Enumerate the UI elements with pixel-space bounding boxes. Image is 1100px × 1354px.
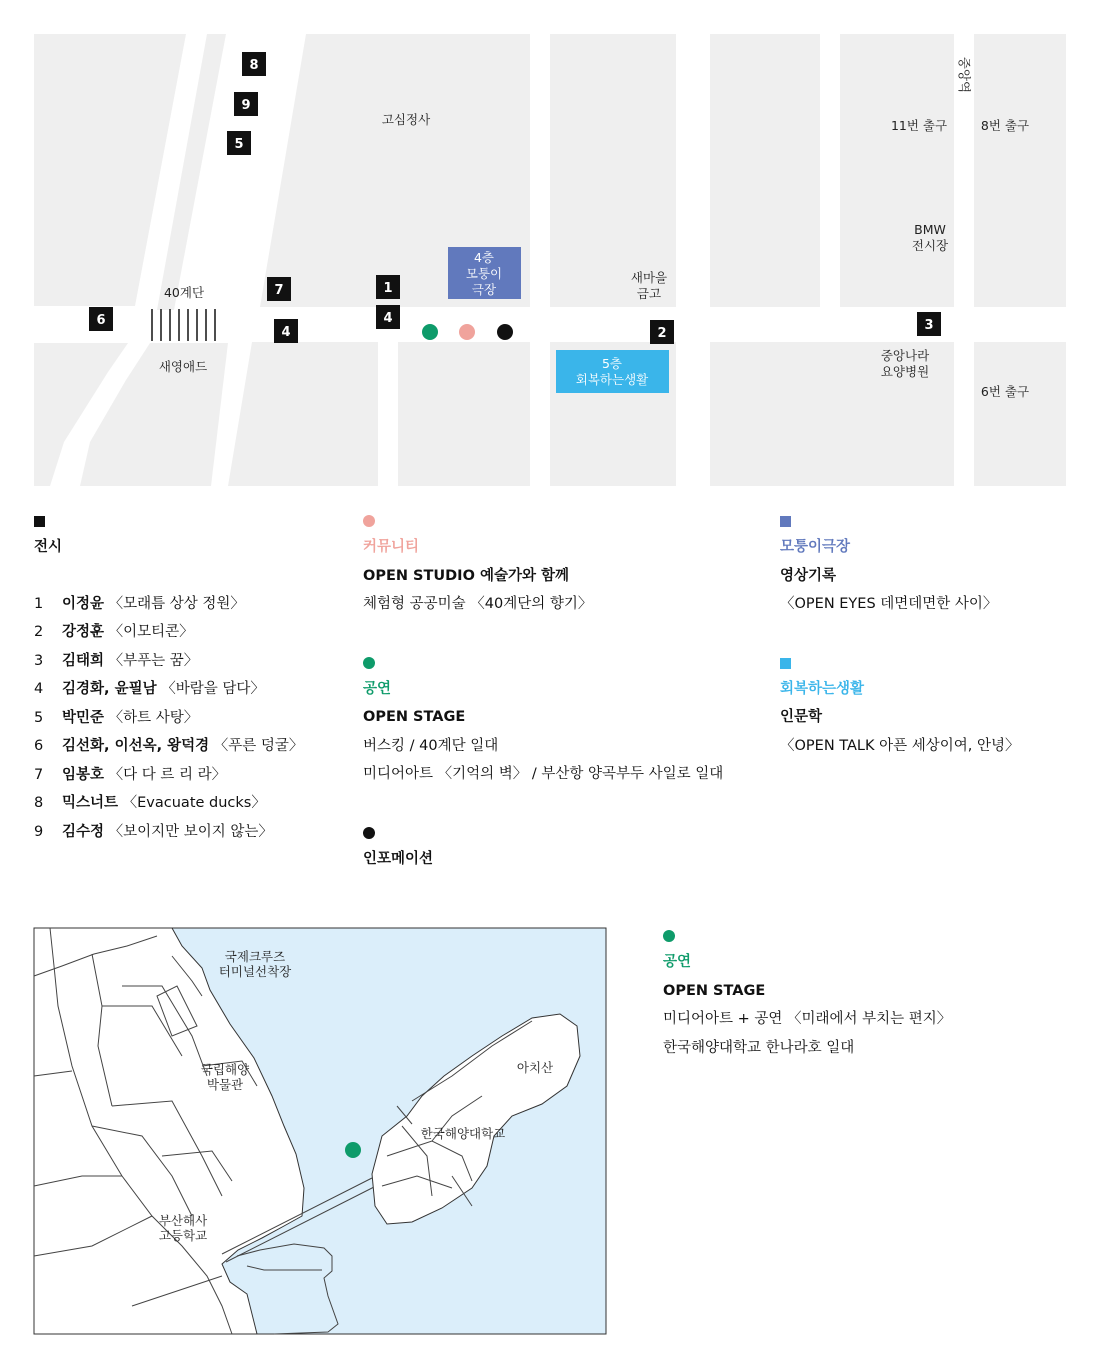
performance-desc-2: 미디어아트 〈기억의 벽〉 / 부산항 양곡부두 사일로 일대 [363, 766, 724, 782]
place-bmw-line1: BMW [914, 222, 946, 237]
black-circle-icon [363, 827, 375, 839]
performance-subtitle: OPEN STAGE [363, 709, 466, 725]
list-item: 1 이정윤 〈모래틈 상상 정원〉 [34, 595, 245, 612]
cyan-square-icon [780, 658, 791, 669]
marker-8: 8 [249, 58, 259, 73]
performance-desc-1: 버스킹 / 40계단 일대 [363, 737, 499, 754]
legend-performance [363, 657, 723, 789]
marker-5: 5 [234, 137, 244, 152]
place-bank-line1: 새마을 [630, 270, 668, 285]
performance-title: 공연 [363, 680, 392, 697]
place-exit-6: 6번 출구 [980, 384, 1030, 399]
exhibition-list [34, 590, 303, 847]
motongi-line1: 4층 [473, 250, 495, 265]
marker-3: 3 [924, 318, 934, 333]
list-item: 8 믹스너트 〈Evacuate ducks〉 [34, 795, 266, 811]
place-saeyoung-ad: 새영애드 [158, 359, 208, 374]
list-item: 7 임봉호 〈다 다 르 리 라〉 [34, 766, 227, 783]
list-item: 2 강정훈 〈이모티콘〉 [34, 624, 194, 640]
place-40-steps: 40계단 [163, 285, 205, 300]
motongi-line3: 극장 [471, 282, 497, 297]
blue-square-icon [780, 516, 791, 527]
venue-motongi[interactable] [448, 247, 521, 299]
place-cruise-line1: 국제크루즈 [224, 949, 286, 964]
marker-2: 2 [657, 326, 667, 341]
exhibition-title: 전시 [34, 539, 63, 555]
place-university: 한국해양대학교 [420, 1126, 506, 1141]
performance2-subtitle: OPEN STAGE [663, 982, 766, 999]
performance2-desc-1: 미디어아트 + 공연 〈미래에서 부치는 편지〉 [663, 1011, 952, 1027]
marker-1: 1 [383, 281, 393, 296]
district-map [0, 0, 1100, 490]
performance-dot-harbor[interactable] [345, 1142, 361, 1158]
marker-4b: 4 [281, 325, 291, 340]
performance2-desc-2: 한국해양대학교 한나라호 일대 [663, 1039, 855, 1056]
community-desc: 체험형 공공미술 〈40계단의 향기〉 [363, 596, 593, 612]
community-subtitle: OPEN STUDIO 예술가와 함께 [363, 567, 570, 584]
place-museum-line2: 박물관 [206, 1077, 244, 1092]
harbor-map [32, 926, 608, 1336]
motongi-subtitle: 영상기록 [780, 567, 837, 584]
marker-9: 9 [241, 98, 251, 113]
performance-dot[interactable] [422, 324, 438, 340]
place-museum-line1: 국립해양 [200, 1062, 250, 1077]
community-title: 커뮤니티 [363, 539, 420, 555]
place-hospital-line1: 중앙나라 [880, 348, 930, 363]
place-station: 중앙역 [957, 56, 972, 94]
recovery-desc: 〈OPEN TALK 아픈 세상이여, 안녕〉 [780, 737, 1020, 754]
legend-recovery [780, 657, 1020, 761]
legend-community [363, 515, 723, 619]
list-item: 5 박민준 〈하트 사탕〉 [34, 709, 199, 726]
motongi-desc: 〈OPEN EYES 데면데면한 사이〉 [780, 596, 998, 612]
motongi-title: 모퉁이극장 [780, 539, 851, 555]
legend-right [780, 515, 1020, 760]
info-title: 인포메이션 [363, 850, 434, 867]
performance2-title: 공연 [663, 954, 692, 970]
place-cruise-line2: 터미널선착장 [218, 964, 292, 979]
info-dot[interactable] [497, 324, 513, 340]
venue-recovery[interactable] [556, 350, 669, 393]
green-circle-icon [363, 657, 375, 669]
place-hospital-line2: 요양병원 [880, 364, 930, 379]
place-temple: 고심정사 [381, 112, 431, 127]
marker-7: 7 [274, 283, 284, 298]
place-exit-11: 11번 출구 [890, 118, 948, 133]
green-circle-icon [663, 930, 675, 942]
place-school-line2: 고등학교 [158, 1228, 208, 1243]
legend-middle [363, 515, 723, 873]
legend-exhibition [34, 515, 303, 846]
recovery-title: 회복하는생활 [780, 680, 865, 697]
list-item: 9 김수정 〈보이지만 보이지 않는〉 [34, 823, 273, 840]
marker-6: 6 [96, 313, 106, 328]
list-item: 3 김태희 〈부푸는 꿈〉 [34, 652, 199, 669]
legend-info [363, 827, 723, 874]
list-item: 4 김경화, 윤필남 〈바람을 담다〉 [34, 681, 265, 697]
pink-circle-icon [363, 515, 375, 527]
recovery-line2: 회복하는생활 [575, 372, 649, 387]
recovery-subtitle: 인문학 [780, 709, 823, 725]
place-exit-8: 8번 출구 [980, 118, 1030, 133]
marker-4a: 4 [383, 311, 393, 326]
recovery-line1: 5층 [601, 356, 623, 371]
legend-motongi [780, 515, 1020, 619]
place-bmw-line2: 전시장 [911, 238, 949, 253]
motongi-line2: 모퉁이 [465, 266, 503, 281]
place-bank-line2: 금고 [636, 286, 662, 301]
place-school-line1: 부산해사 [158, 1213, 208, 1228]
square-icon [34, 516, 45, 527]
list-item: 6 김선화, 이선옥, 왕덕경 〈푸른 덩굴〉 [34, 738, 304, 754]
legend-performance-harbor [663, 930, 951, 1062]
place-achisan: 아치산 [516, 1060, 554, 1075]
community-dot[interactable] [459, 324, 475, 340]
